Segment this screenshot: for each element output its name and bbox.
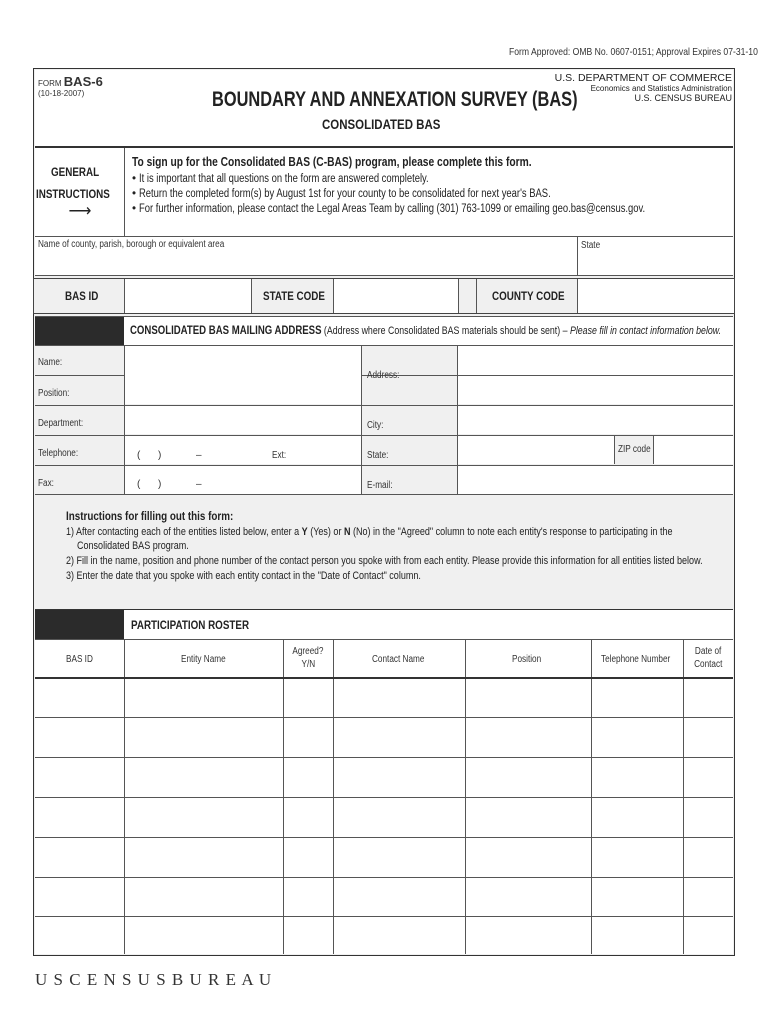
instruction-1b: (Yes) or: [307, 526, 344, 538]
instruction-1a: 1) After contacting each of the entities listed below, enter a: [66, 526, 302, 538]
instruction-1-no: N: [343, 526, 351, 538]
instruction-1c: (No) in the "Agreed" column to note each entity's response to participating in the: [350, 526, 673, 538]
county-name-field[interactable]: [36, 252, 576, 274]
roster-row-2[interactable]: [35, 757, 733, 758]
dept-esa: Economics and Statistics Administration: [590, 84, 732, 93]
form-prefix: FORM: [38, 79, 62, 88]
county-code-label: COUNTY CODE: [492, 289, 565, 303]
dept-commerce: U.S. DEPARTMENT OF COMMERCE: [554, 72, 732, 84]
email-field[interactable]: [458, 466, 733, 494]
roster-row-3[interactable]: [35, 797, 733, 798]
arrow-right-icon: ⟶: [68, 203, 92, 220]
col-contact: Contact: [693, 659, 723, 670]
col-agreed: Agreed?: [292, 646, 324, 657]
mailing-heading-note: (Address where Consolidated BAS materials should be sent) –: [321, 325, 570, 337]
mailing-heading-instruction: Please fill in contact information below.: [569, 325, 722, 337]
state-field[interactable]: [578, 252, 732, 274]
col-position: Position: [512, 654, 542, 665]
phone-dash: –: [196, 450, 202, 461]
county-code-field[interactable]: [578, 279, 734, 313]
name-field[interactable]: [125, 346, 361, 404]
roster-row-5[interactable]: [35, 877, 733, 878]
fax-paren-close: ): [158, 479, 162, 490]
instruction-1-yes: Y: [301, 526, 308, 538]
instructions-heading: Instructions for filling out this form:: [66, 509, 234, 523]
fax-label: Fax:: [38, 478, 54, 489]
col-agreed-yn: Y/N: [301, 659, 315, 670]
omb-approval-note: Form Approved: OMB No. 0607-0151; Approval Expires 07-31-10: [509, 46, 758, 58]
department-field[interactable]: [125, 406, 361, 434]
form-subtitle: CONSOLIDATED BAS: [322, 116, 441, 132]
telephone-label: Telephone:: [38, 448, 79, 459]
instructions-label: INSTRUCTIONS: [36, 187, 110, 201]
phone-paren-open: (: [137, 450, 141, 461]
position-label: Position:: [38, 388, 70, 399]
general-label: GENERAL: [50, 165, 99, 179]
col-contact-name: Contact Name: [372, 654, 425, 665]
col-date-of: Date of: [694, 646, 722, 657]
email-label: E-mail:: [367, 480, 393, 491]
zip-field[interactable]: [654, 436, 733, 464]
roster-row-6[interactable]: [35, 916, 733, 917]
col-bas-id: BAS ID: [66, 654, 93, 665]
dept-census: U.S. CENSUS BUREAU: [634, 93, 732, 103]
state-address-label: State:: [367, 450, 389, 461]
ext-label: Ext:: [272, 450, 287, 461]
instruction-3: 3) Enter the date that you spoke with each entity contact in the "Date of Contact" column.: [66, 570, 421, 582]
mailing-heading: CONSOLIDATED BAS MAILING ADDRESS: [130, 323, 322, 337]
instruction-1d: Consolidated BAS program.: [77, 540, 189, 552]
col-entity-name: Entity Name: [181, 654, 226, 665]
state-code-label: STATE CODE: [263, 289, 325, 303]
general-bullet-2: Return the completed form(s) by August 1st for your county to be consolidated for next year's BAS.: [139, 188, 551, 200]
form-number: BAS-6: [63, 74, 103, 89]
fax-paren-open: (: [137, 479, 141, 490]
phone-paren-close: ): [158, 450, 162, 461]
city-field[interactable]: [458, 406, 733, 434]
roster-row-4[interactable]: [35, 837, 733, 838]
general-heading: To sign up for the Consolidated BAS (C-BAS) program, please complete this form.: [132, 155, 532, 169]
roster-heading: PARTICIPATION ROSTER: [131, 618, 250, 632]
bas-id-field[interactable]: [125, 279, 251, 313]
general-bullet-1: It is important that all questions on the form are answered completely.: [139, 173, 429, 185]
bas-id-label: BAS ID: [65, 289, 99, 303]
state-code-field[interactable]: [334, 279, 458, 313]
county-name-label: Name of county, parish, borough or equivalent area: [38, 239, 225, 250]
address-label: Address:: [367, 370, 400, 381]
col-telephone: Telephone Number: [601, 654, 671, 665]
fax-dash: –: [196, 479, 202, 490]
footer-census-bureau: U S C E N S U S B U R E A U: [35, 970, 273, 989]
general-bullet-3: For further information, please contact the Legal Areas Team by calling (301) 763-1099 or emailing geo.bas@census.gov.: [139, 203, 646, 215]
state-label: State: [581, 240, 601, 251]
instruction-2: 2) Fill in the name, position and phone number of the contact person you spoke with from each entity. Please provide this information for all entities listed below.: [66, 555, 703, 567]
city-label: City:: [367, 420, 384, 431]
state-address-field[interactable]: [458, 436, 614, 464]
form-date: (10-18-2007): [38, 89, 85, 98]
name-label: Name:: [38, 357, 63, 368]
department-label: Department:: [38, 418, 84, 429]
roster-row-1[interactable]: [35, 717, 733, 718]
form-title: BOUNDARY AND ANNEXATION SURVEY (BAS): [212, 88, 578, 111]
zip-label: ZIP code: [618, 444, 651, 455]
